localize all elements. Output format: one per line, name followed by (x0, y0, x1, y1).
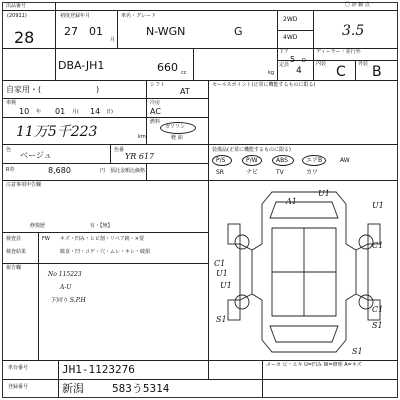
reg-year: 27 (64, 25, 78, 38)
score: 3.5 (342, 23, 365, 39)
doors: 5 (290, 55, 296, 64)
insp-day: 14 (90, 107, 101, 116)
equip-circle-airbag (302, 155, 326, 166)
fuel-diesel: 軽 油 (171, 135, 183, 141)
fuel-label: 燃料 (150, 119, 161, 125)
note-1: No 115223 (48, 271, 82, 278)
recycle-unit: 円 (100, 168, 106, 174)
interior-grade-label: 内装 (316, 61, 327, 67)
sales-point-label: セールスポイント(正常に機能するものに限る) (212, 82, 316, 88)
fw-items: キズ・凹み・ヒビ割・リペア跡・×要 (60, 236, 144, 242)
chassis-no: JH1-1123276 (62, 363, 135, 376)
insp-month: 01 (55, 107, 66, 116)
inspector-label: 検査員 (6, 236, 22, 242)
equip-pw: P/W (246, 157, 258, 164)
equip-aw: AW (340, 157, 350, 164)
legend-label: メーカ ビ・エキ U=凹み W=修理 A=キズ (266, 362, 362, 368)
mark-left-s1: S1 (216, 315, 227, 324)
equipment-label: 装備品(正常に機能するものに限る) (212, 147, 291, 153)
reg-no-label: 登録番号 (8, 384, 29, 390)
cc-unit: cc (181, 70, 187, 76)
model-label: 車名・グレード (121, 13, 157, 19)
use-label: 自家用・( (6, 85, 42, 94)
color: ベージュ (20, 151, 52, 160)
capacity-label: 定員 (279, 62, 290, 68)
color-code-label: 色番 (114, 147, 125, 153)
mark-right-c1: C1 (372, 241, 384, 250)
mark-top-a1: A1 (286, 197, 297, 206)
mark-top-u1: U1 (318, 189, 330, 198)
aircon-label: 冷房 (150, 100, 161, 106)
reg-prefecture: 新潟 (62, 382, 84, 395)
mark-right-s1: S1 (372, 321, 383, 330)
equip-abs: ABS (276, 157, 288, 164)
fw-label: FW (42, 236, 50, 242)
note-3: 下回り S.P.H (50, 297, 86, 304)
door-unit: D (302, 58, 306, 64)
drive-2wd: 2WD (283, 16, 298, 23)
result-items: 腐食・凹・コゲ・穴・ムレ・キレ・破損 (60, 249, 150, 255)
reg-month-unit: 月 (110, 37, 116, 43)
lot-no-sub: (20911) (7, 13, 27, 19)
door-label: ドア (279, 49, 289, 55)
fuel-gas: ガソリン (165, 124, 186, 130)
recycle-note: 預託金額込価格 (110, 168, 146, 174)
mark-left-u1b: U1 (220, 281, 232, 290)
first-reg-label: 初度登録年月 (60, 13, 91, 19)
mark-right-u1: U1 (372, 201, 384, 210)
insp-year-unit: 年 (36, 109, 42, 115)
equip-navi: ナビ (246, 169, 259, 176)
shift-label: シフト (150, 82, 166, 88)
equip-ps: P/S (216, 157, 226, 164)
equip-circle-abs (272, 155, 294, 166)
km-unit: km (138, 134, 146, 140)
displacement: 660 (157, 61, 178, 74)
mark-left-u1: U1 (216, 269, 228, 278)
interior-grade: C (336, 64, 346, 80)
drive-4wd: 4WD (283, 34, 298, 41)
kg-unit: kg (268, 70, 275, 76)
exterior-grade: B (372, 64, 382, 80)
equip-circle-pw (242, 155, 262, 166)
mileage-handwritten: 11万5千223 (16, 124, 98, 140)
repair-label: 修復歴 (30, 223, 46, 229)
recycle-price: 8,680 (48, 166, 71, 175)
chassis-no-label: 車台番号 (8, 365, 29, 371)
inspection-result-label: 検査結果 (6, 249, 27, 255)
car-diagram (212, 184, 396, 358)
model-name: N-WGN (146, 25, 186, 38)
chassis-code: DBA-JH1 (58, 59, 105, 72)
equip-tv: TV (276, 169, 284, 176)
color-code: YR 617 (125, 152, 155, 161)
shift: AT (180, 87, 190, 96)
report-label: 報告欄 (6, 265, 22, 271)
equip-leather: カワ (306, 169, 319, 176)
repair-value: 有・【無】 (90, 223, 113, 229)
exterior-grade-label: 外装 (358, 61, 369, 67)
dealer-label: ディーラー・並行外 (316, 49, 361, 55)
use-paren-close: ) (96, 85, 100, 94)
inspection-label: 車検 (6, 100, 17, 106)
aircon: AC (150, 107, 161, 116)
recycle-label: R券 (6, 167, 15, 173)
lot-no-big: 28 (14, 28, 35, 47)
notices-label: 注意事項申告欄 (6, 182, 42, 188)
grade: G (234, 25, 243, 38)
mark-left-c1: C1 (214, 259, 226, 268)
lot-no-label: 出品番号 (6, 3, 27, 9)
insp-year: 10 (19, 107, 30, 116)
equip-sr: SR (216, 169, 224, 176)
capacity: 4 (296, 66, 302, 76)
mark-right-c1b: C1 (372, 305, 384, 314)
note-2: A-U (60, 284, 72, 291)
top-right-fragment: 〇 評 価 点 (345, 2, 370, 8)
insp-month-unit: 月( (72, 109, 79, 115)
color-label: 色 (6, 147, 12, 153)
equip-airbag: エアB (306, 157, 323, 164)
mark-bottom-s1: S1 (352, 347, 363, 356)
reg-number: 583う5314 (112, 382, 170, 395)
equip-circle-ps (212, 155, 232, 166)
reg-month: 01 (89, 25, 103, 38)
insp-day-unit: 日) (106, 109, 113, 115)
